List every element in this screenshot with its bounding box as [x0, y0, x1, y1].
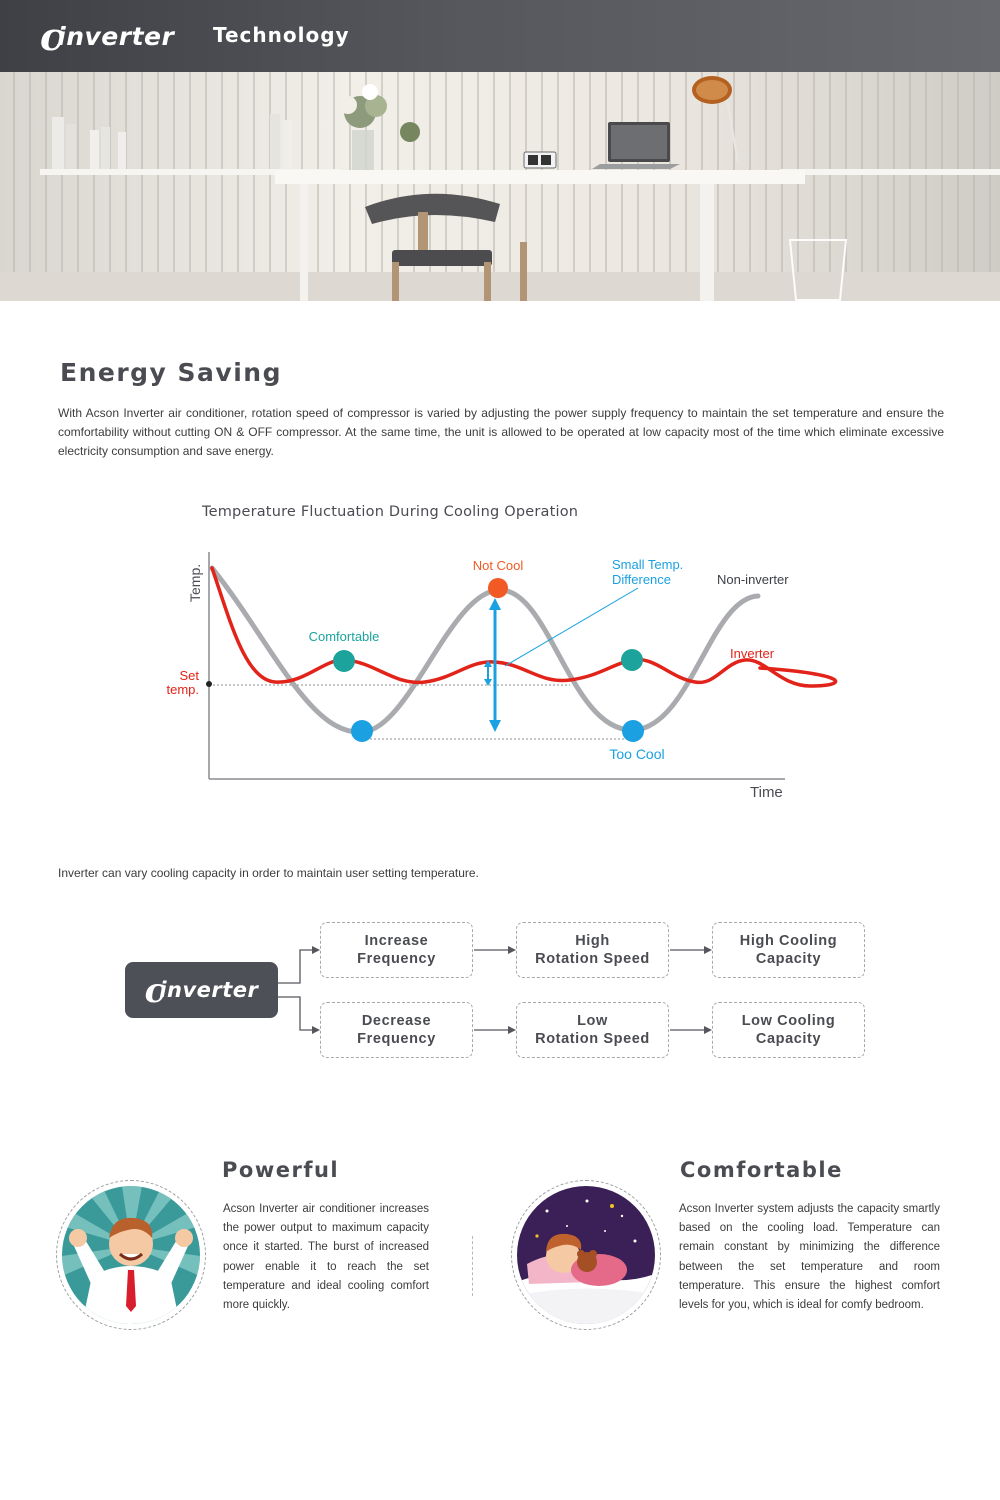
- connector-top: [278, 950, 312, 983]
- non-inverter-line: [212, 568, 758, 732]
- arrow-head-icon: [704, 946, 712, 954]
- connector-bottom: [278, 997, 312, 1030]
- legend-non-inverter: Non-inverter: [717, 572, 789, 587]
- legend-inverter: Inverter: [730, 646, 775, 661]
- powerful-title: Powerful: [222, 1158, 340, 1182]
- comfortable-title: Comfortable: [680, 1158, 843, 1182]
- badge-logo-wordmark: inverter: [159, 978, 259, 1002]
- arrow-up-icon: [489, 598, 501, 610]
- chart-title: Temperature Fluctuation During Cooling Operation: [202, 504, 579, 520]
- flow-box-label: Low Cooling Capacity: [741, 1013, 836, 1047]
- hero-illustration: [0, 72, 1000, 301]
- arrow-down-icon: [489, 720, 501, 732]
- comfortable-marker: [333, 650, 355, 672]
- powerful-text: Acson Inverter air conditioner increases the power output to maximum capacity once it started. The burst of increased power enable it to reach the set temperature and ideal cooling comfort more quickly.: [223, 1203, 429, 1312]
- high-rotation-speed-box: [516, 922, 669, 978]
- small-temp-diff-label: Difference: [612, 572, 672, 587]
- hero-room-image: [0, 72, 1000, 301]
- comfortable-text: Acson Inverter system adjusts the capacity smartly based on the cooling load. Temperature can remain constant by minimizing the difference between the set temperature and room temperature. This ensure the highest comfort levels for you, which is ideal for comfy bedroom.: [679, 1203, 940, 1312]
- comfortable-illustration: [511, 1180, 661, 1330]
- set-temp-label: Set: [179, 668, 199, 683]
- too-cool-marker: [622, 720, 644, 742]
- logo-wordmark: inverter: [57, 21, 175, 51]
- flow-box-label: High Rotation Speed: [535, 933, 650, 967]
- set-temp-marker: [206, 681, 212, 687]
- logo-c-mark: c: [40, 14, 64, 59]
- energy-saving-title: Energy Saving: [60, 358, 282, 387]
- strong-man-image: [62, 1186, 200, 1324]
- inverter-logo: [40, 14, 175, 59]
- energy-saving-text: With Acson Inverter air conditioner, rotation speed of compressor is varied by adjusting the power supply frequency to maintain the set temperature and ensure the comfortability without cutting ON & OFF compressor. At the same time, the unit is allowed to be operated at low capacity most of the time which eliminate excessive electricity consumption and save energy.: [58, 406, 944, 459]
- decrease-frequency-box: [320, 1002, 473, 1058]
- small-temp-diff-label: Small Temp.: [612, 557, 684, 572]
- arrow-head-icon: [508, 946, 516, 954]
- feature-divider: [472, 1236, 473, 1296]
- inverter-flow-diagram: [0, 900, 1000, 1070]
- low-cooling-capacity-box: [712, 1002, 865, 1058]
- arrow-head-icon: [312, 946, 320, 954]
- set-temp-label: temp.: [166, 682, 199, 697]
- too-cool-label: Too Cool: [609, 746, 665, 762]
- arrow-head-icon: [704, 1026, 712, 1034]
- arrow-head-icon: [508, 1026, 516, 1034]
- flow-box-label: High Cooling Capacity: [739, 933, 838, 967]
- flow-box-label: Increase Frequency: [357, 933, 436, 967]
- badge-logo-c-mark: c: [144, 971, 166, 1011]
- not-cool-label: Not Cool: [472, 558, 524, 573]
- flow-box-label: Decrease Frequency: [357, 1013, 436, 1047]
- flow-intro-text: Inverter can vary cooling capacity in order to maintain user setting temperature.: [58, 866, 479, 880]
- y-axis-label: Temp.: [187, 563, 203, 602]
- comfortable-marker: [621, 649, 643, 671]
- header-bar: [0, 0, 1000, 72]
- high-cooling-capacity-box: [712, 922, 865, 978]
- increase-frequency-box: [320, 922, 473, 978]
- x-axis-label: Time: [750, 784, 783, 801]
- low-rotation-speed-box: [516, 1002, 669, 1058]
- powerful-illustration: [56, 1180, 206, 1330]
- flow-box-label: Low Rotation Speed: [535, 1013, 650, 1047]
- header-title: Technology: [213, 23, 350, 47]
- too-cool-marker: [351, 720, 373, 742]
- inverter-badge: [125, 962, 278, 1018]
- arrow-head-icon: [312, 1026, 320, 1034]
- temperature-chart: [150, 540, 850, 810]
- not-cool-marker: [488, 578, 508, 598]
- comfortable-label: Comfortable: [308, 629, 380, 644]
- sleeping-child-image: [517, 1186, 655, 1324]
